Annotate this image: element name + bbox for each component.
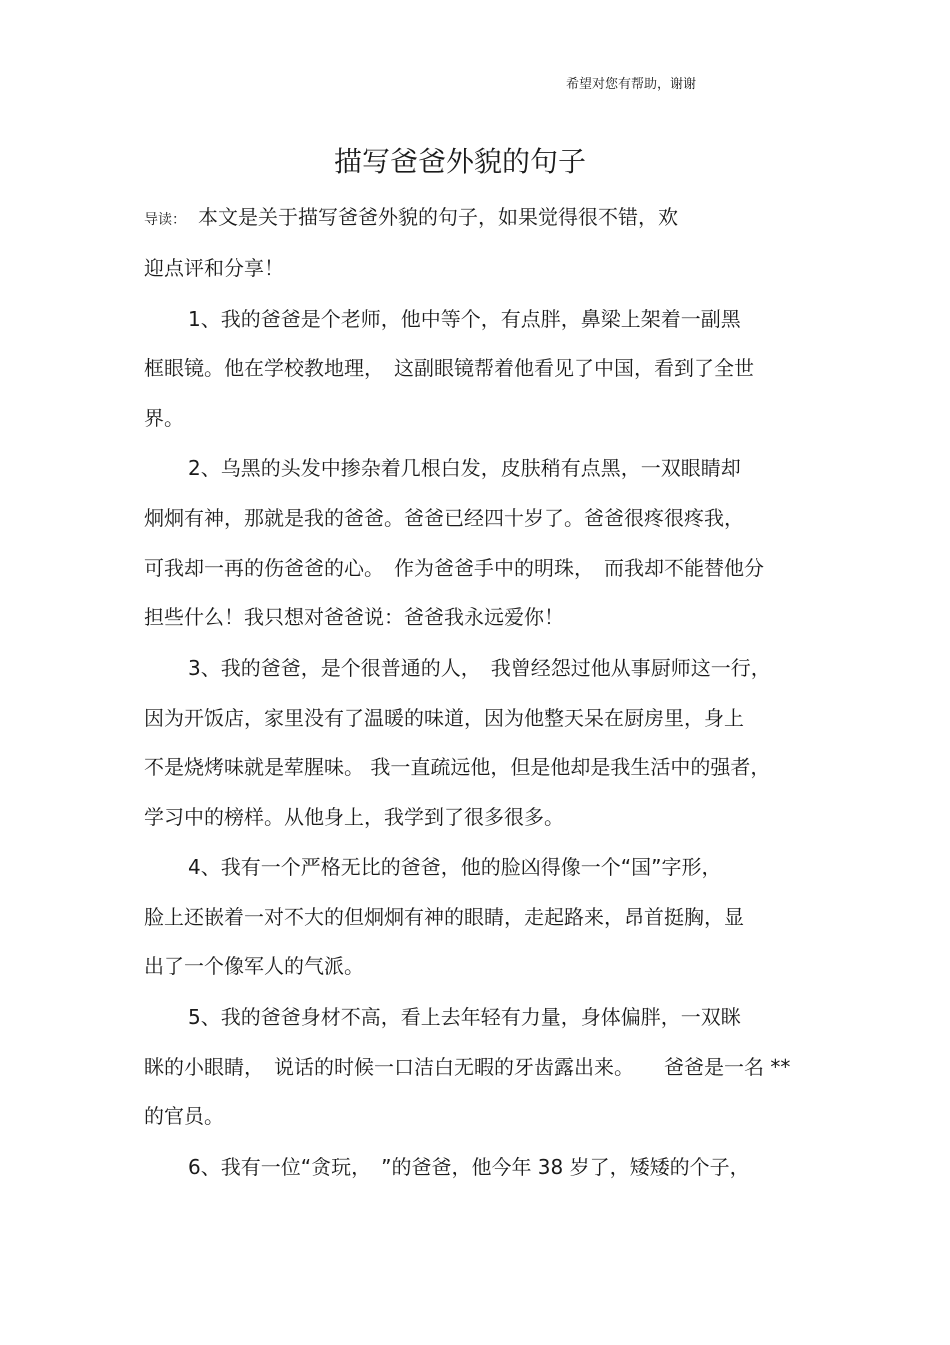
intro-text: 本文是关于描写爸爸外貌的句子，如果觉得很不错，欢 — [198, 205, 678, 229]
paragraph-1-line-3: 界。 — [144, 406, 184, 430]
paragraph-3-line-3: 不是烧烤味就是荤腥味。 我一直疏远他，但是他却是我生活中的强者， — [144, 755, 771, 779]
paragraph-4-line-1: 4、我有一个严格无比的爸爸，他的脸凶得像一个“国”字形， — [188, 855, 722, 879]
paragraph-2-line-2: 炯炯有神，那就是我的爸爸。爸爸已经四十岁了。爸爸很疼很疼我， — [144, 506, 744, 530]
paragraph-1-line-2: 框眼镜。他在学校教地理， 这副眼镜帮着他看见了中国，看到了全世 — [144, 356, 754, 380]
paragraph-3-line-1: 3、我的爸爸，是个很普通的人， 我曾经怨过他从事厨师这一行， — [188, 656, 771, 680]
intro-label: 导读： — [144, 212, 186, 228]
paragraph-5-line-3: 的官员。 — [144, 1104, 224, 1128]
paragraph-2-line-1: 2、乌黑的头发中掺杂着几根白发，皮肤稍有点黑，一双眼睛却 — [188, 456, 741, 480]
paragraph-2-line-3: 可我却一再的伤爸爸的心。 作为爸爸手中的明珠， 而我却不能替他分 — [144, 556, 764, 580]
intro-line-1 — [144, 203, 678, 234]
intro-line-2: 迎点评和分享！ — [144, 256, 284, 280]
paragraph-5-line-1: 5、我的爸爸身材不高，看上去年轻有力量，身体偏胖，一双眯 — [188, 1005, 741, 1029]
paragraph-1-line-1: 1、我的爸爸是个老师，他中等个，有点胖，鼻梁上架着一副黑 — [188, 307, 741, 331]
paragraph-5-line-2: 眯的小眼睛， 说话的时候一口洁白无暇的牙齿露出来。 爸爸是一名 ** — [144, 1055, 791, 1079]
paragraph-3-line-2: 因为开饭店，家里没有了温暖的味道，因为他整天呆在厨房里，身上 — [144, 706, 744, 730]
paragraph-2-line-4: 担些什么！我只想对爸爸说：爸爸我永远爱你！ — [144, 605, 564, 629]
paragraph-6-line-1: 6、我有一位“贪玩， ”的爸爸，他今年 38 岁了，矮矮的个子， — [188, 1155, 750, 1179]
paragraph-4-line-3: 出了一个像军人的气派。 — [144, 954, 364, 978]
paragraph-4-line-2: 脸上还嵌着一对不大的但炯炯有神的眼睛，走起路来，昂首挺胸，显 — [144, 905, 744, 929]
paragraph-3-line-4: 学习中的榜样。从他身上，我学到了很多很多。 — [144, 805, 564, 829]
header-note: 希望对您有帮助，谢谢 — [566, 77, 697, 92]
document-title: 描写爸爸外貌的句子 — [333, 145, 586, 178]
